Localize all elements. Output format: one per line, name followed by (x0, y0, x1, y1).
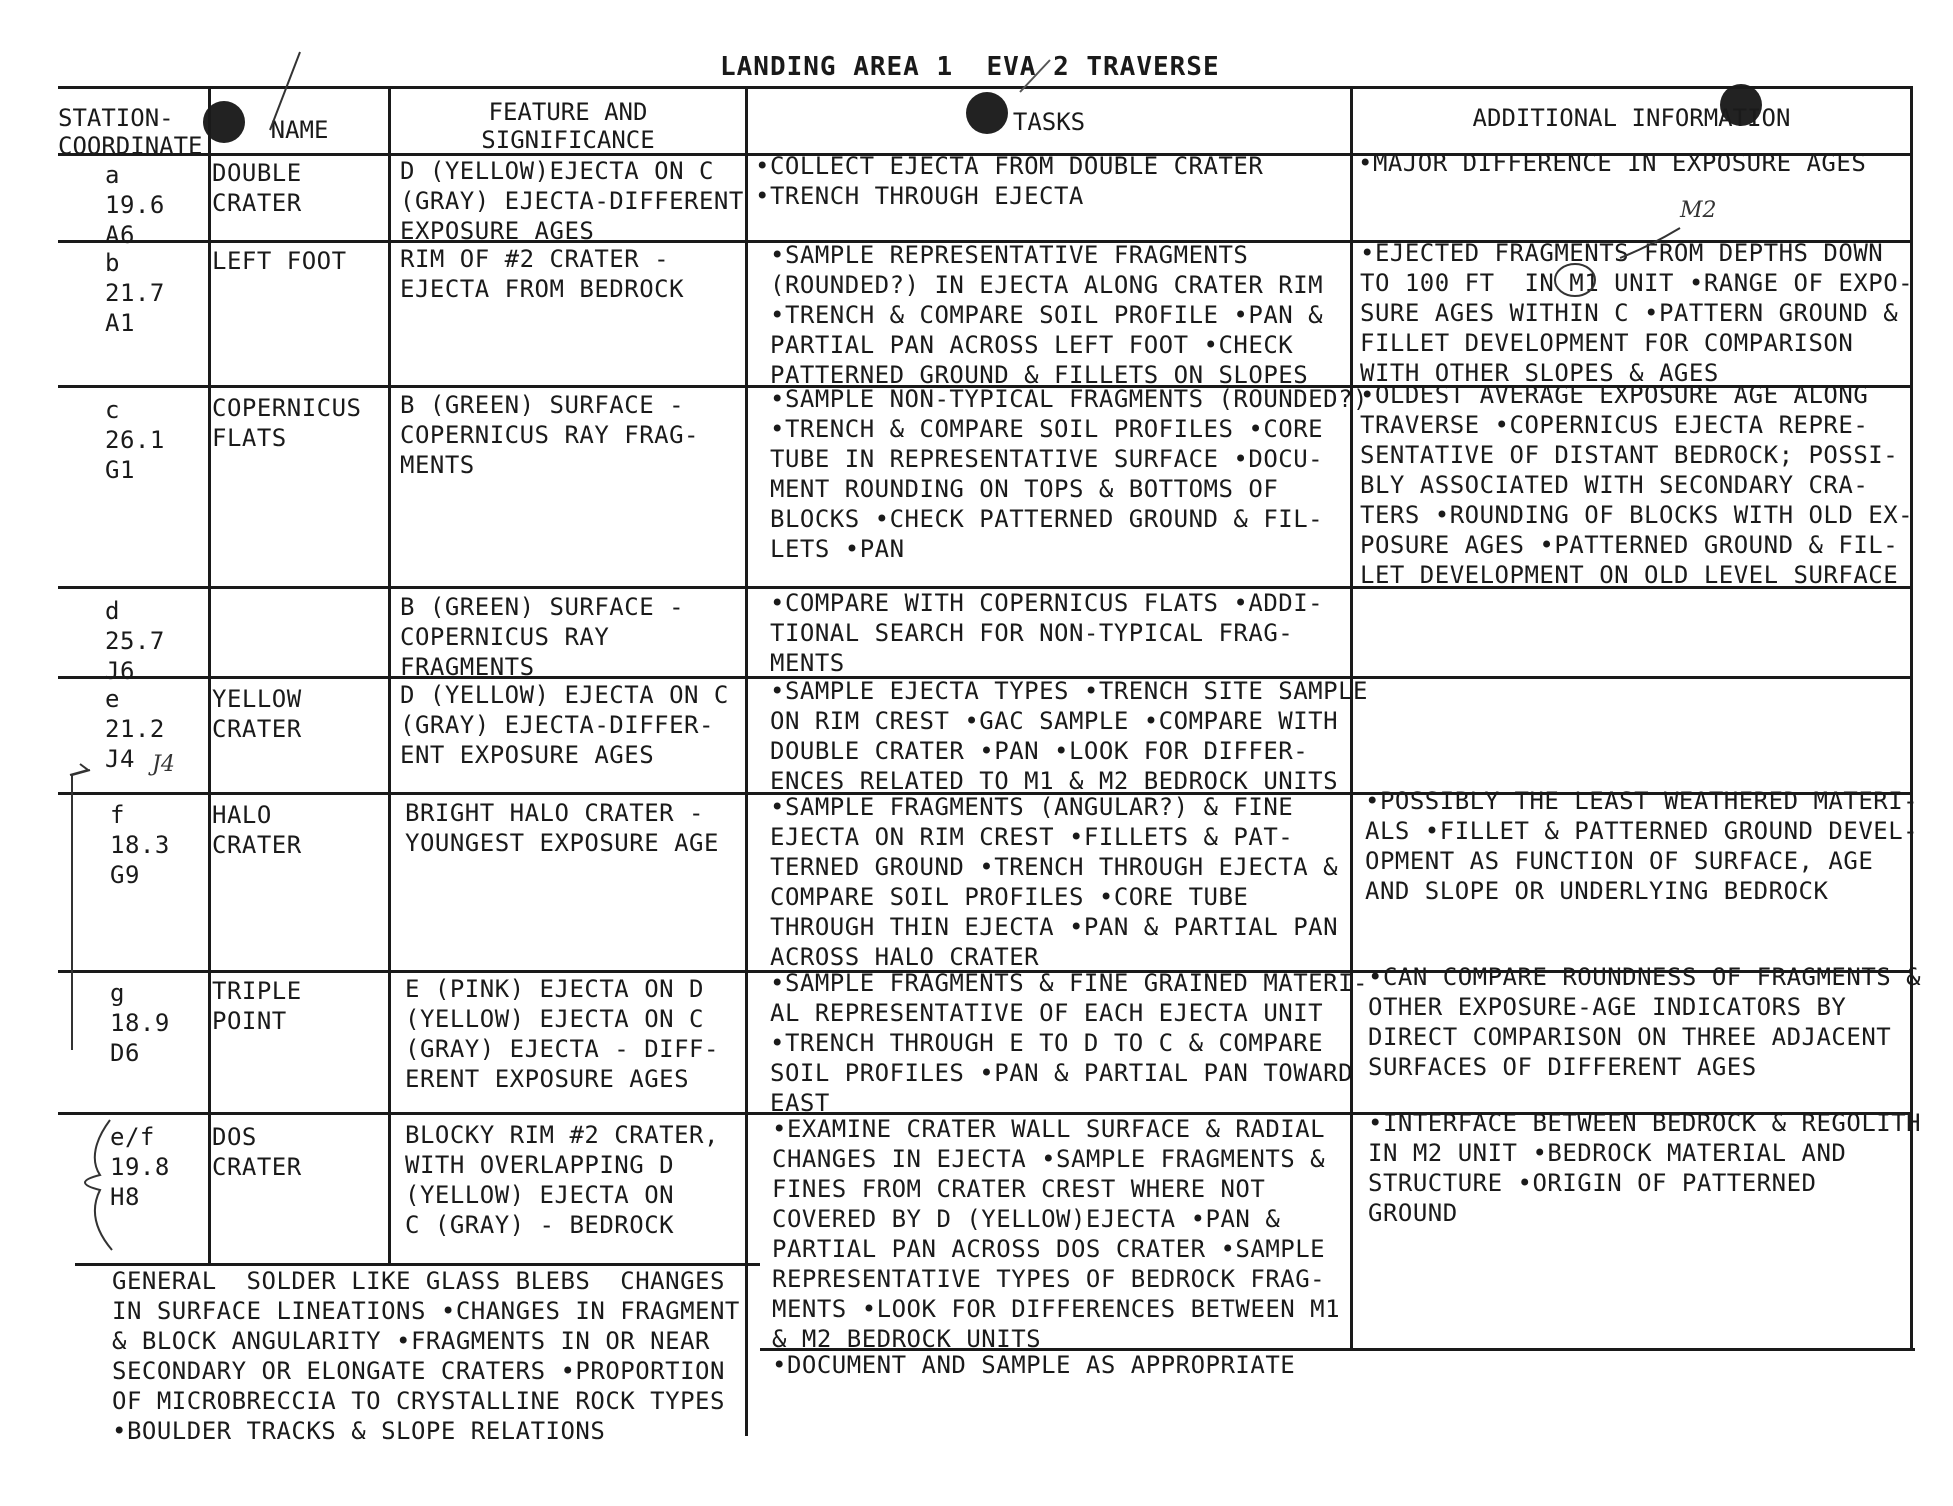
station-b: b 21.7 A1 (105, 249, 165, 337)
page-title: LANDING AREA 1 EVA 2 TRAVERSE (720, 52, 1220, 82)
feature-e: D (YELLOW) EJECTA ON C (GRAY) EJECTA-DIFFER- ENT EXPOSURE AGES (400, 681, 729, 769)
tasks-dos: •EXAMINE CRATER WALL SURFACE & RADIAL CHANGES IN EJECTA •SAMPLE FRAGMENTS & FINES FROM CRATER CREST WHERE NOT COVERED BY D (YELLOW)EJECTA •PAN & PARTIAL PAN ACROSS DOS CRATER •SAMPLE REPRESENTATIVE TYPES OF BEDROCK FRAG- MENTS •LOOK FOR DIFFERENCES BETWEEN M1 & M2 BEDROCK UNITS (772, 1115, 1341, 1353)
name-a: DOUBLE CRATER (212, 159, 302, 217)
tasks-g: •SAMPLE FRAGMENTS & FINE GRAINED MATERI- AL REPRESENTATIVE OF EACH EJECTA UNIT •TRENCH THROUGH E TO D TO C & COMPARE SOIL PROFILES •PAN & PARTIAL PAN TOWARD EAST (770, 969, 1368, 1117)
station-c: c 26.1 G1 (105, 396, 165, 484)
header-name: NAME (270, 116, 329, 144)
feature-d: B (GREEN) SURFACE - COPERNICUS RAY FRAGMENTS (400, 593, 685, 681)
table-top-border (58, 86, 1913, 89)
name-b: LEFT FOOT (212, 247, 347, 275)
tasks-a: •COLLECT EJECTA FROM DOUBLE CRATER •TRENCH THROUGH EJECTA (755, 152, 1264, 210)
tasks-d: •COMPARE WITH COPERNICUS FLATS •ADDI- TIONAL SEARCH FOR NON-TYPICAL FRAG- MENTS (770, 589, 1324, 677)
additional-c: •OLDEST AVERAGE EXPOSURE AGE ALONG TRAVERSE •COPERNICUS EJECTA REPRE- SENTATIVE OF DISTANT BEDROCK; POSSI- BLY ASSOCIATED WITH SECONDARY CRA- TERS •ROUNDING OF BLOCKS WITH OLD EX- POSURE AGES •PATTERNED GROUND & FIL- LET DEVELOPMENT ON OLD LEVEL SURFACE (1360, 381, 1914, 589)
handwritten-j4: J4 (152, 752, 175, 777)
station-ef: e/f 19.8 H8 (110, 1123, 170, 1211)
col-name-divider (388, 86, 391, 1263)
feature-f: BRIGHT HALO CRATER - YOUNGEST EXPOSURE AGE (405, 799, 719, 857)
feature-g: E (PINK) EJECTA ON D (YELLOW) EJECTA ON C (GRAY) EJECTA - DIFF- ERENT EXPOSURE AGES (405, 975, 719, 1093)
station-d: d 25.7 J6 (105, 597, 165, 685)
feature-b: RIM OF #2 CRATER - EJECTA FROM BEDROCK (400, 245, 685, 303)
general-tasks: •DOCUMENT AND SAMPLE AS APPROPRIATE (772, 1351, 1296, 1379)
name-dos: DOS CRATER (212, 1123, 302, 1181)
name-e: YELLOW CRATER (212, 685, 302, 743)
additional-a: •MAJOR DIFFERENCE IN EXPOSURE AGES (1358, 149, 1867, 177)
tasks-c: •SAMPLE NON-TYPICAL FRAGMENTS (ROUNDED?) •TRENCH & COMPARE SOIL PROFILES •CORE TUBE IN REPRESENTATIVE SURFACE •DOCU- MENT ROUNDING ON TOPS & BOTTOMS OF BLOCKS •CHECK PATTERNED GROUND & FIL- LETS •PAN (770, 385, 1368, 563)
header-feature: FEATURE AND SIGNIFICANCE (481, 98, 655, 154)
additional-b: •EJECTED FRAGMENTS FROM DEPTHS DOWN TO 100 FT IN M1 UNIT •RANGE OF EXPO- SURE AGES WITHIN C •PATTERN GROUND & FILLET DEVELOPMENT FOR COMPARISON WITH OTHER SLOPES & AGES (1360, 239, 1914, 387)
header-additional: ADDITIONAL INFORMATION (1472, 104, 1791, 132)
station-f: f 18.3 G9 (110, 801, 170, 889)
handwritten-m2: M2 (1680, 198, 1717, 223)
tasks-b: •SAMPLE REPRESENTATIVE FRAGMENTS (ROUNDED?) IN EJECTA ALONG CRATER RIM •TRENCH & COMPARE SOIL PROFILE •PAN & PARTIAL PAN ACROSS LEFT FOOT •CHECK PATTERNED GROUND & FILLETS ON SLOPES (770, 241, 1324, 389)
feature-c: B (GREEN) SURFACE - COPERNICUS RAY FRAG- MENTS (400, 391, 699, 479)
feature-dos: BLOCKY RIM #2 CRATER, WITH OVERLAPPING D (YELLOW) EJECTA ON C (GRAY) - BEDROCK (405, 1121, 719, 1239)
tasks-f: •SAMPLE FRAGMENTS (ANGULAR?) & FINE EJECTA ON RIM CREST •FILLETS & PAT- TERNED GROUND •TRENCH THROUGH EJECTA & COMPARE SOIL PROFILES •CORE TUBE THROUGH THIN EJECTA •PAN & PARTIAL PAN ACROSS HALO CRATER (770, 793, 1339, 971)
col-station-divider (208, 86, 211, 1263)
tasks-e: •SAMPLE EJECTA TYPES •TRENCH SITE SAMPLE ON RIM CREST •GAC SAMPLE •COMPARE WITH DOUBLE CRATER •PAN •LOOK FOR DIFFER- ENCES RELATED TO M1 & M2 BEDROCK UNITS (770, 677, 1368, 795)
col-feature-divider (745, 86, 748, 1436)
header-tasks: TASKS (1012, 108, 1086, 136)
additional-dos: •INTERFACE BETWEEN BEDROCK & REGOLITH IN M2 UNIT •BEDROCK MATERIAL AND STRUCTURE •ORIGIN OF PATTERNED GROUND (1368, 1109, 1922, 1227)
feature-a: D (YELLOW)EJECTA ON C (GRAY) EJECTA-DIFFERENT EXPOSURE AGES (400, 157, 744, 245)
header-station: STATION- COORDINATE (58, 104, 203, 160)
additional-g: •CAN COMPARE ROUNDNESS OF FRAGMENTS & OTHER EXPOSURE-AGE INDICATORS BY DIRECT COMPARISON ON THREE ADJACENT SURFACES OF DIFFERENT AGES (1368, 963, 1922, 1081)
station-e: e 21.2 J4 (105, 685, 165, 773)
station-a: a 19.6 A6 (105, 161, 165, 249)
general-notes: GENERAL SOLDER LIKE GLASS BLEBS CHANGES IN SURFACE LINEATIONS •CHANGES IN FRAGMENT & BLOCK ANGULARITY •FRAGMENTS IN OR NEAR SECONDARY OR ELONGATE CRATERS •PROPORTION OF MICROBRECCIA TO CRYSTALLINE ROCK TYPES •BOULDER TRACKS & SLOPE RELATIONS (112, 1267, 740, 1445)
name-f: HALO CRATER (212, 801, 302, 859)
name-g: TRIPLE POINT (212, 977, 302, 1035)
name-c: COPERNICUS FLATS (212, 394, 362, 452)
additional-f: •POSSIBLY THE LEAST WEATHERED MATERI- ALS •FILLET & PATTERNED GROUND DEVEL- OPMENT AS FUNCTION OF SURFACE, AGE AND SLOPE OR UNDERLYING BEDROCK (1365, 787, 1919, 905)
station-g: g 18.9 D6 (110, 979, 170, 1067)
